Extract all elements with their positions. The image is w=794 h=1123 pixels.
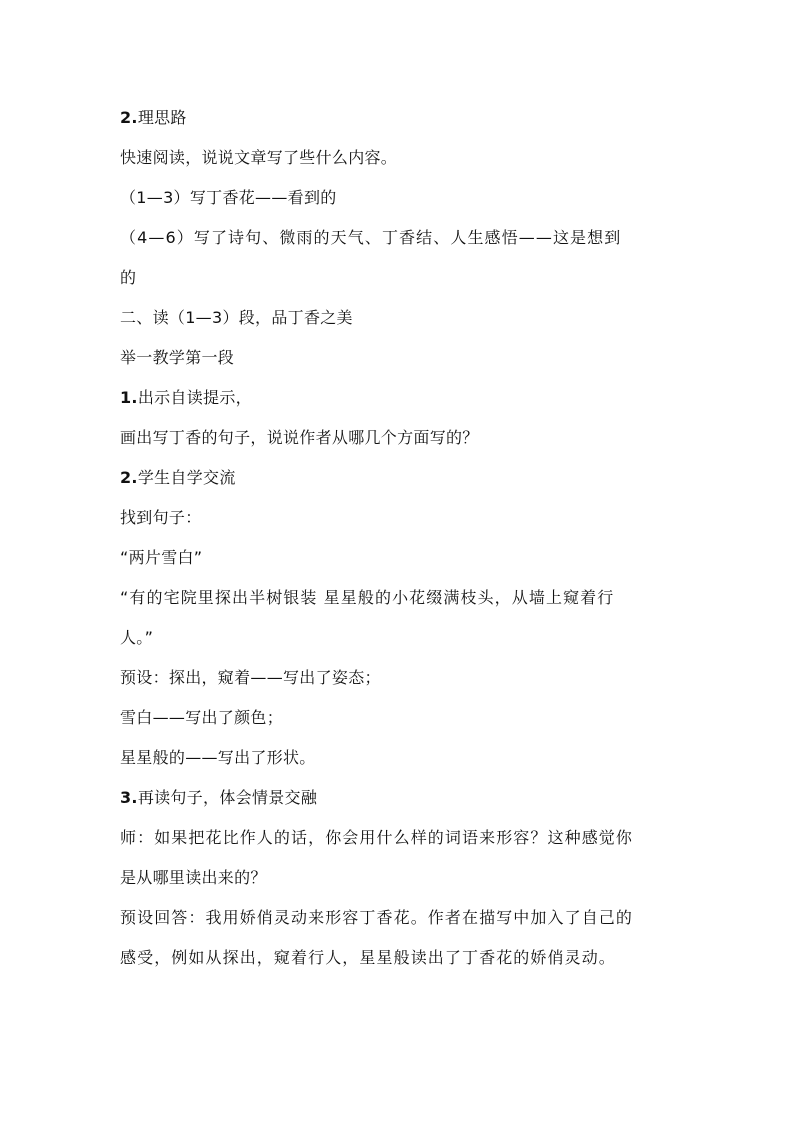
section-heading xyxy=(120,100,686,140)
item-number: 2. xyxy=(120,108,138,127)
quote-line: “有的宅院里探出半树银装 星星般的小花缀满枝头，从墙上窥着行 xyxy=(120,588,615,607)
section-heading xyxy=(120,380,686,420)
section-heading: 二、读（1—3）段，品丁香之美 xyxy=(120,308,353,327)
section-heading xyxy=(120,780,686,820)
item-number: 1. xyxy=(120,388,138,407)
heading-text: 学生自学交流 xyxy=(137,468,236,487)
item-number: 2. xyxy=(120,468,138,487)
paragraph-line: 快速阅读，说说文章写了些什么内容。 xyxy=(120,148,398,167)
quote-line: 人。” xyxy=(120,628,154,647)
paragraph-line: 预设：探出，窥着——写出了姿态； xyxy=(120,668,381,687)
item-number: 3. xyxy=(120,788,138,807)
heading-text: 再读句子，体会情景交融 xyxy=(137,788,318,807)
paragraph-line: （1—3）写丁香花——看到的 xyxy=(120,188,337,207)
section-heading xyxy=(120,460,686,500)
heading-text: 出示自读提示， xyxy=(137,388,252,407)
paragraph-line: 举一教学第一段 xyxy=(120,348,235,367)
paragraph-line: 找到句子： xyxy=(120,508,202,527)
paragraph-line: 师：如果把花比作人的话，你会用什么样的词语来形容？这种感觉你 xyxy=(120,828,634,847)
paragraph-line: 是从哪里读出来的？ xyxy=(120,868,267,887)
heading-text: 理思路 xyxy=(137,108,187,127)
paragraph-line: 画出写丁香的句子，说说作者从哪几个方面写的？ xyxy=(120,428,479,447)
paragraph-line: （4—6）写了诗句、微雨的天气、丁香结、人生感悟——这是想到 xyxy=(120,228,622,247)
paragraph-line: 雪白——写出了颜色； xyxy=(120,708,284,727)
paragraph-line: 星星般的——写出了形状。 xyxy=(120,748,316,767)
document-body xyxy=(120,100,686,980)
paragraph-line: 的 xyxy=(120,268,137,287)
paragraph-line: 预设回答：我用娇俏灵动来形容丁香花。作者在描写中加入了自己的 xyxy=(120,908,634,927)
quote-line: “两片雪白” xyxy=(120,548,203,567)
paragraph-line: 感受，例如从探出，窥着行人，星星般读出了丁香花的娇俏灵动。 xyxy=(120,948,616,967)
